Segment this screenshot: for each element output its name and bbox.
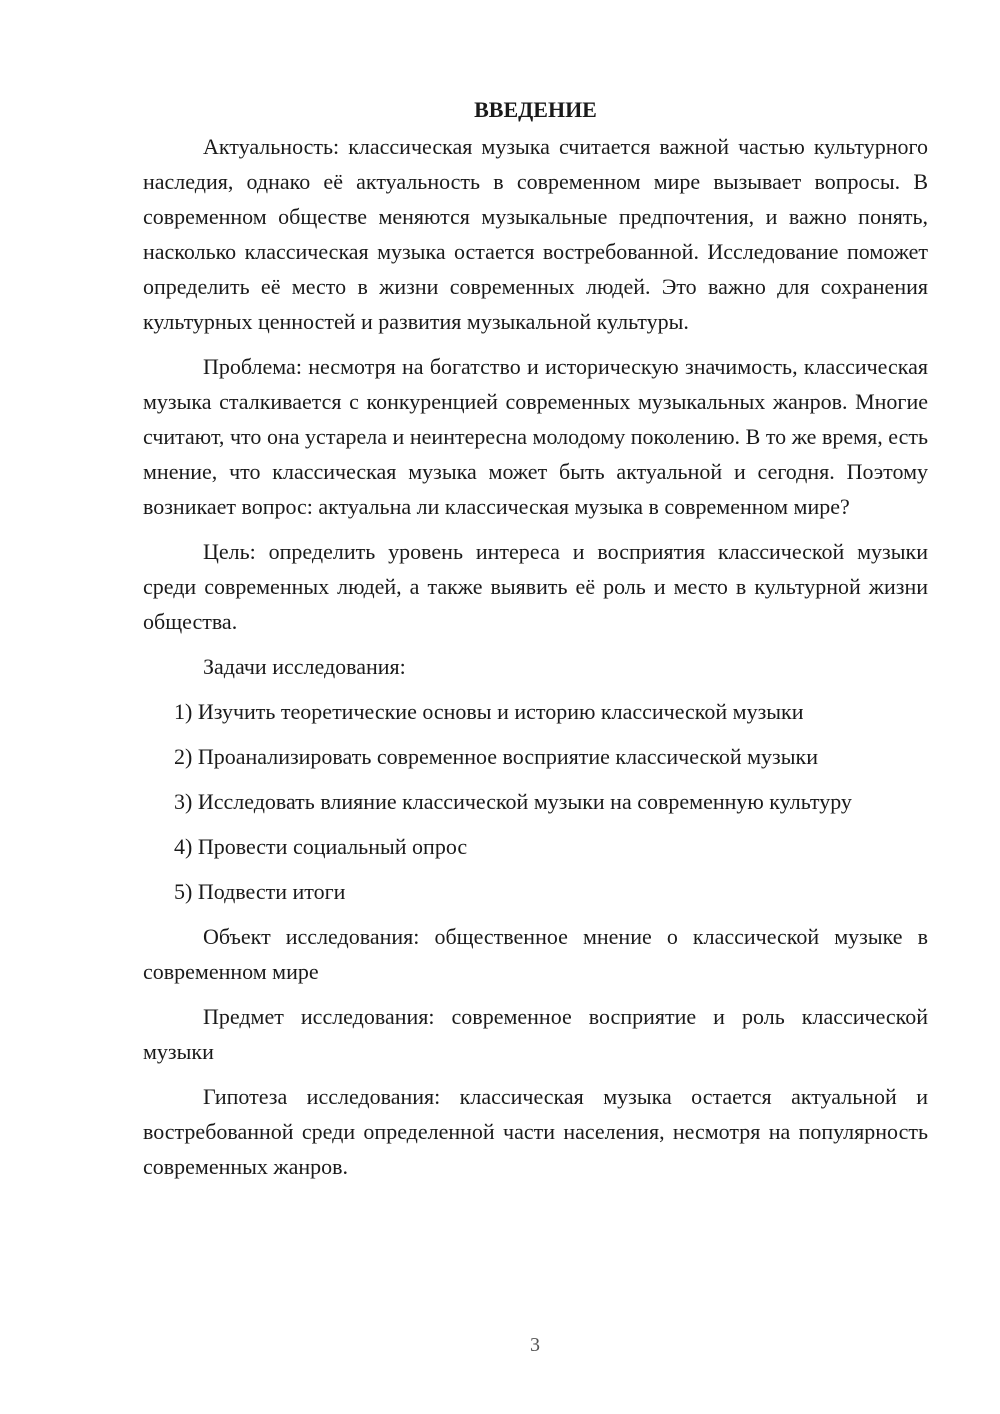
goal-paragraph: Цель: определить уровень интереса и восприятия классической музыки среди современных людей, а также выявить её роль и место в культурной жизни общества. (143, 539, 928, 634)
task-item-3: 3) Исследовать влияние классической музыки на современную культуру (174, 789, 852, 814)
problem-paragraph: Проблема: несмотря на богатство и историческую значимость, классическая музыка сталкивается с конкуренцией современных музыкальных жанров. Многие считают, что она устарела и неинтересна молодому поколению. В то же время, есть мнение, что классическая музыка может быть актуальной и сегодня. Поэтому возникает вопрос: актуальна ли классическая музыка в современном мире? (143, 354, 928, 519)
object-paragraph: Объект исследования: общественное мнение о классической музыке в современном мире (143, 924, 928, 984)
hypothesis-paragraph: Гипотеза исследования: классическая музыка остается актуальной и востребованной среди определенной части населения, несмотря на популярность современных жанров. (143, 1084, 928, 1179)
task-item-4: 4) Провести социальный опрос (174, 834, 468, 859)
page-title: ВВЕДЕНИЕ (474, 97, 597, 122)
task-item-5: 5) Подвести итоги (174, 879, 346, 904)
page-number: 3 (530, 1334, 540, 1356)
task-item-2: 2) Проанализировать современное восприятие классической музыки (174, 744, 818, 769)
relevance-paragraph: Актуальность: классическая музыка считается важной частью культурного наследия, однако её актуальность в современном мире вызывает вопросы. В современном обществе меняются музыкальные предпочтения, и важно понять, насколько классическая музыка остается востребованной. Исследование поможет определить её место в жизни современных людей. Это важно для сохранения культурных ценностей и развития музыкальной культуры. (143, 134, 928, 334)
task-item-1: 1) Изучить теоретические основы и историю классической музыки (174, 699, 804, 724)
tasks-heading: Задачи исследования: (203, 654, 406, 679)
subject-paragraph: Предмет исследования: современное восприятие и роль классической музыки (143, 1004, 928, 1064)
document-page (143, 92, 928, 1194)
